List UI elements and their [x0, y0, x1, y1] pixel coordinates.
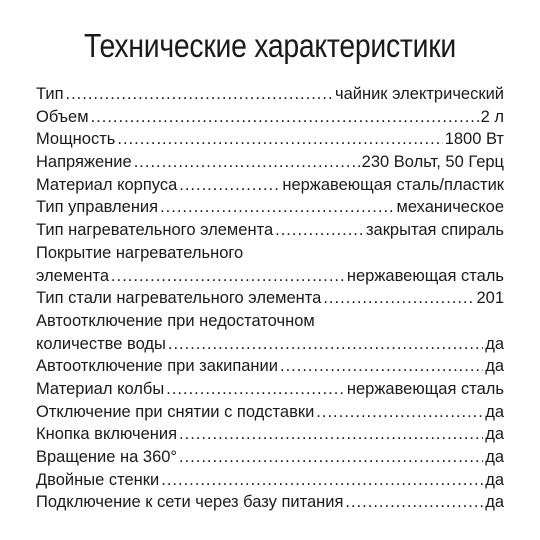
spec-row-double-walls: [36, 469, 504, 492]
spec-row-steel-type: [36, 287, 504, 310]
dot-leader: [66, 83, 333, 106]
dot-leader: [91, 106, 479, 129]
spec-value: чайник электрический: [334, 85, 504, 103]
spec-row-base-removal-shutoff: [36, 401, 504, 424]
spec-row-low-water-shutoff-line1: [36, 310, 504, 333]
spec-label: Объем: [36, 107, 89, 126]
dot-leader: [345, 491, 483, 514]
spec-value: механическое: [396, 198, 504, 217]
dot-leader: [166, 378, 345, 401]
spec-label: количестве воды: [36, 334, 166, 353]
spec-row-power-button: [36, 423, 504, 446]
spec-row-voltage: [36, 151, 504, 174]
spec-value: да: [485, 425, 504, 444]
dot-leader: [179, 423, 483, 446]
spec-label: Тип: [36, 85, 64, 103]
spec-label: Тип стали нагревательного элемента: [36, 289, 322, 308]
spec-label: Тип нагревательного элемента: [36, 221, 274, 240]
spec-value: да: [485, 334, 504, 353]
spec-label: Материал корпуса: [36, 175, 178, 194]
spec-value: закрытая спираль: [365, 221, 504, 240]
spec-row-type: [36, 83, 504, 106]
spec-value: нержавеющая сталь: [346, 379, 504, 398]
spec-value: да: [485, 448, 504, 466]
spec-row-rotation: [36, 446, 504, 469]
dot-leader: [179, 174, 280, 197]
spec-label: Двойные стенки: [36, 470, 160, 489]
page-title: Технические характеристики: [84, 27, 456, 64]
spec-value: да: [485, 402, 504, 421]
spec-value: да: [485, 493, 504, 512]
spec-row-power-base: [36, 491, 504, 514]
spec-label: Вращение на 360°: [36, 448, 178, 466]
spec-label: Автоотключение при недостаточном: [36, 311, 315, 330]
spec-label: Мощность: [36, 130, 116, 149]
spec-label: Покрытие нагревательного: [36, 243, 244, 262]
dot-leader: [275, 219, 364, 242]
dot-leader: [134, 151, 360, 174]
spec-label: Тип управления: [36, 198, 159, 217]
spec-label: элемента: [36, 266, 110, 285]
dot-leader: [111, 265, 345, 288]
dot-leader: [323, 287, 474, 310]
spec-value: 2 л: [480, 107, 504, 126]
spec-label: Кнопка включения: [36, 425, 178, 444]
spec-row-heating-coating: [36, 265, 504, 288]
spec-row-flask-material: [36, 378, 504, 401]
spec-label: Подключение к сети через базу питания: [36, 493, 344, 512]
spec-label: Напряжение: [36, 153, 132, 172]
spec-value: нержавеющая сталь: [346, 266, 504, 285]
dot-leader: [316, 401, 483, 424]
spec-list: [36, 83, 504, 514]
spec-value: 1800 Вт: [444, 130, 504, 149]
dot-leader: [179, 446, 483, 469]
spec-value: 230 Вольт, 50 Герц: [361, 153, 504, 172]
spec-label: Автоотключение при закипании: [36, 357, 278, 376]
spec-row-power: [36, 128, 504, 151]
dot-leader: [160, 196, 394, 219]
spec-row-body-material: [36, 174, 504, 197]
spec-label: Отключение при снятии с подставки: [36, 402, 315, 421]
spec-value: 201: [476, 289, 504, 308]
spec-row-volume: [36, 106, 504, 129]
dot-leader: [161, 469, 483, 492]
spec-row-heating-element-type: [36, 219, 504, 242]
spec-row-low-water-shutoff: [36, 333, 504, 356]
spec-row-control-type: [36, 196, 504, 219]
spec-label: Материал колбы: [36, 379, 165, 398]
spec-value: нержавеющая сталь/пластик: [282, 175, 504, 194]
dot-leader: [280, 355, 483, 378]
spec-value: да: [485, 357, 504, 376]
dot-leader: [168, 333, 483, 356]
spec-value: да: [485, 470, 504, 489]
spec-row-boil-shutoff: [36, 355, 504, 378]
dot-leader: [117, 128, 442, 151]
spec-row-heating-coating-line1: [36, 242, 504, 265]
